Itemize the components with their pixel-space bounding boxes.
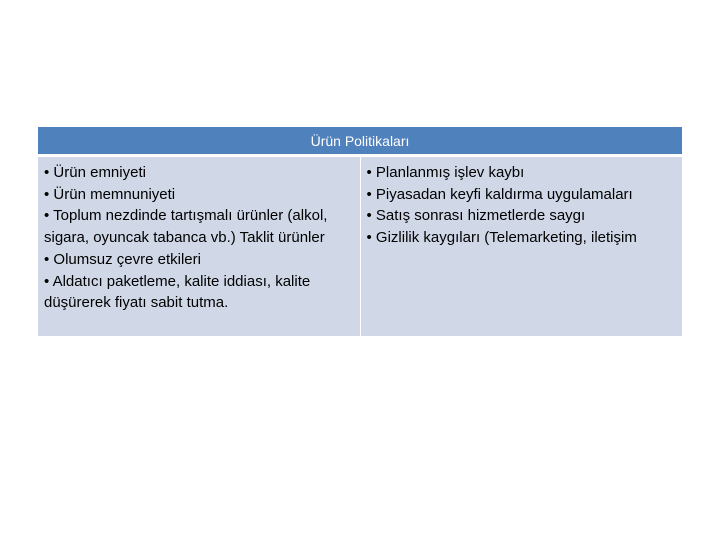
policy-item: • Aldatıcı paketleme, kalite iddiası, kalite düşürerek fiyatı sabit tutma. — [44, 272, 311, 312]
policy-item: • Ürün emniyeti — [44, 164, 146, 181]
policy-item: • Toplum nezdinde tartışmalı ürünler (alkol, sigara, oyuncak tabanca vb.) Taklit ürünler — [44, 207, 328, 247]
table-row — [38, 156, 683, 337]
policy-item: • Satış sonrası hizmetlerde saygı — [366, 207, 586, 225]
policy-item: • Planlanmış işlev kaybı — [366, 164, 525, 181]
product-policy-table — [37, 126, 683, 337]
policy-item: • Gizlilik kaygıları (Telemarketing, iletişim — [366, 229, 637, 247]
policy-item: • Ürün memnuniyeti — [44, 185, 176, 203]
policy-item: • Olumsuz çevre etkileri — [44, 250, 201, 268]
policy-item: • Piyasadan keyfi kaldırma uygulamaları — [366, 185, 633, 203]
table-header: Ürün Politikaları — [38, 127, 683, 156]
right-policy-cell — [360, 156, 683, 337]
table-header-row — [38, 127, 683, 156]
left-policy-cell — [38, 156, 361, 337]
